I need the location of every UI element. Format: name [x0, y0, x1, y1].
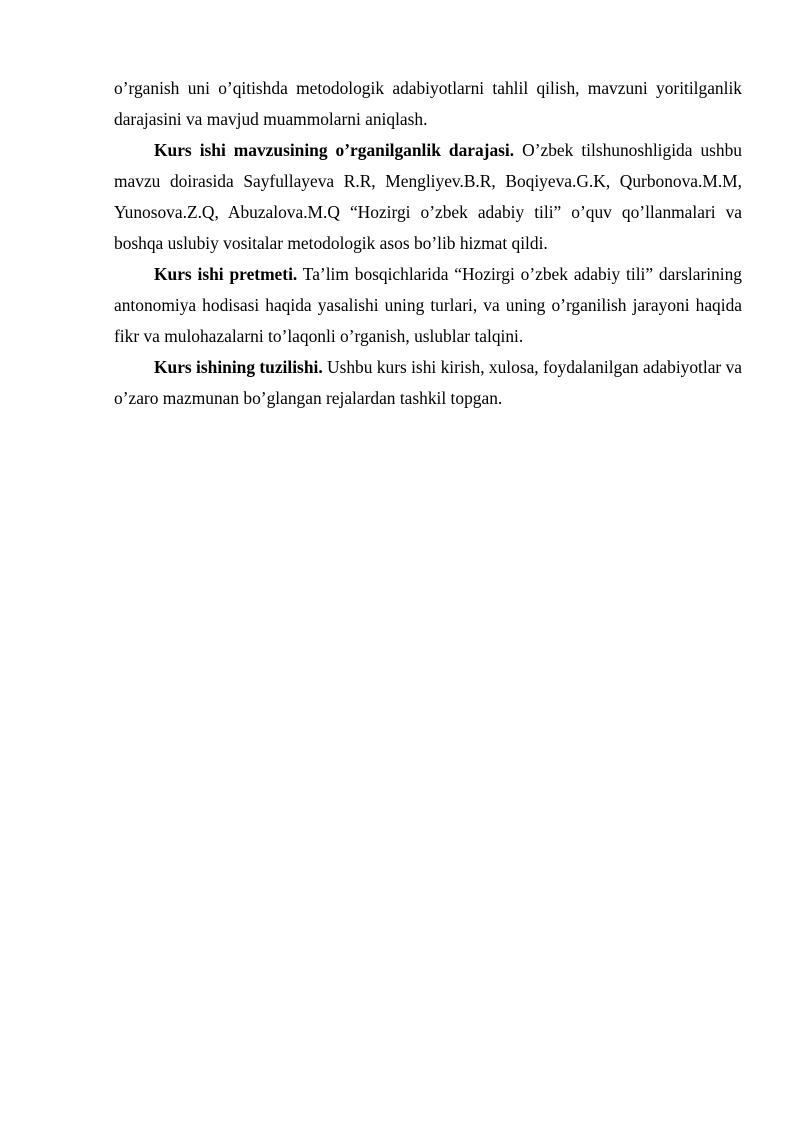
paragraph-study-degree — [114, 135, 742, 259]
paragraph-text: o’rganish uni o’qitishda metodologik adabiyotlarni tahlil qilish, mavzuni yoritilganlik darajasini va mavjud muammolarni aniqlash. — [114, 78, 742, 129]
paragraph-heading: Kurs ishining tuzilishi. — [154, 357, 323, 377]
paragraph-continuation — [114, 73, 742, 135]
paragraph-subject — [114, 259, 742, 352]
document-page — [114, 73, 742, 414]
paragraph-heading: Kurs ishi mavzusining o’rganilganlik darajasi. — [154, 140, 515, 160]
paragraph-text: Ta’lim bosqichlarida “Hozirgi o’zbek adabiy tili” darslarining antonomiya hodisasi haqida yasalishi uning turlari, va uning o’rganilish jarayoni haqida fikr va mulohazalarni to’laqonli o’rganish, uslublar talqini. — [114, 264, 742, 346]
paragraph-text: O’zbek tilshunoshligida ushbu mavzu doirasida Sayfullayeva R.R, Mengliyev.B.R, Boqiyeva.G.K, Qurbonova.M.M, Yunosova.Z.Q, Abuzalova.M.Q “Hozirgi o’zbek adabiy tili” o’quv qo’llanmalari va boshqa uslubiy vositalar metodologik asos bo’lib hizmat qildi. — [114, 140, 742, 253]
paragraph-structure — [114, 352, 742, 414]
paragraph-heading: Kurs ishi pretmeti. — [154, 264, 298, 284]
paragraph-text: Ushbu kurs ishi kirish, xulosa, foydalanilgan adabiyotlar va o’zaro mazmunan bo’glangan rejalardan tashkil topgan. — [114, 357, 742, 408]
